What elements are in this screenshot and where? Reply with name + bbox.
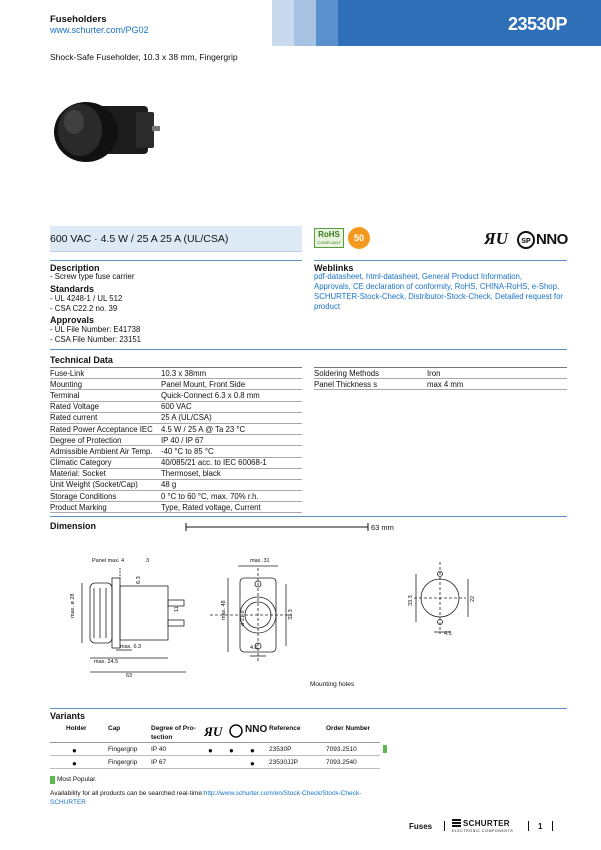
section-line [50,349,567,350]
dimension-heading: Dimension [50,521,97,531]
tech-value: Quick-Connect 6.3 x 0.8 mm [161,390,302,401]
tech-value: 10.3 x 38mm [161,368,302,379]
tech-row [50,457,302,468]
tech-label: Terminal [50,390,161,401]
tech-row [50,435,302,446]
variant-ip: IP 40 [151,746,167,753]
tech-value: IP 40 / IP 67 [161,435,302,446]
section-line [50,260,302,261]
tech-table-right [314,367,567,390]
standards-item: - CSA C22.2 no. 39 [50,304,118,313]
fifty-year-badge: 50 [348,227,370,249]
scale-bar [185,522,375,532]
tech-row [50,468,302,479]
tech-row [50,401,302,412]
variants-header-row: Holder Cap Degree of Pro- tection ЯU NNO Reference Order Number [50,721,380,743]
tech-value: Iron [427,368,567,379]
product-subtitle: Shock-Safe Fuseholder, 10.3 x 38 mm, Fingergrip [50,52,238,62]
tech-value: max 4 mm [427,379,567,390]
tech-value: Panel Mount, Front Side [161,379,302,390]
availability-link[interactable]: http://www.schurter.com/en/Stock-Check/Stock-Check- [203,790,362,797]
weblink-line[interactable]: pdf-datasheet, html-datasheet, General Product Information, [314,272,523,281]
part-number: 23530P [507,14,567,34]
popular-marker [50,776,55,784]
tech-row [50,379,302,390]
tech-row [50,368,302,379]
section-line [50,516,567,517]
tech-row [50,390,302,401]
schurter-logo-icon [452,819,461,828]
section-line [314,260,567,261]
tech-label: Rated current [50,412,161,423]
weblink-line[interactable]: Approvals, CE declaration of conformity, RoHS, CHINA-RoHS, e-Shop, [314,282,560,291]
svg-text:33.3: 33.3 [408,595,414,606]
variant-csa: ● [229,746,234,755]
variant-cap: Fingergrip [108,759,138,766]
tech-row [50,479,302,490]
tech-label: Rated Power Acceptance IEC [50,423,161,434]
section-line [50,708,567,709]
rohs-badge: RoHS COMPLIANT [314,228,344,248]
variant-nno: ● [250,746,255,755]
svg-text:6.3: 6.3 [136,576,142,584]
footer-brand-sub: ELECTRONIC COMPONENTS [452,829,514,833]
svg-text:max. ø 28: max. ø 28 [70,593,76,618]
approvals-item: - UL File Number: E41738 [50,325,141,334]
tech-label: Admissible Ambient Air Temp. [50,446,161,457]
tech-value: Type, Rated voltage, Current [161,502,302,513]
svg-text:ЯU: ЯU [204,724,223,738]
tech-label: Material: Socket [50,468,161,479]
tech-row [50,491,302,502]
popular-marker [383,745,387,753]
tech-value: 25 A (UL/CSA) [161,412,302,423]
tech-value: -40 °C to 85 °C [161,446,302,457]
rating-box [50,226,302,252]
variant-ref: 23530JJP [269,759,298,766]
description-item: - Screw type fuse carrier [50,272,135,281]
header-url[interactable]: www.schurter.com/PG02 [50,25,149,35]
tech-row [50,502,302,513]
variant-holder: ● [72,759,77,768]
rating-text: 600 VAC · 4.5 W / 25 A 25 A (UL/CSA) [50,233,229,245]
page-number: 1 [538,822,543,831]
tech-label: Storage Conditions [50,491,161,502]
tech-table-left [50,367,302,513]
approvals-heading: Approvals [50,315,95,325]
tech-label: Climatic Category [50,457,161,468]
footer-section: Fuses [409,822,433,831]
svg-text:max. 6.3: max. 6.3 [120,644,142,650]
variant-order: 7093.2510 [326,746,357,753]
svg-text:max. 24.5: max. 24.5 [94,659,119,665]
technical-data-heading: Technical Data [50,355,113,365]
tech-value: Thermoset, black [161,468,302,479]
tech-label: Product Marking [50,502,161,513]
tech-row [50,412,302,423]
svg-text:SP: SP [521,238,531,245]
weblinks-heading: Weblinks [314,263,354,273]
tech-label: Soldering Methods [314,368,427,379]
dimension-drawing [60,548,560,698]
description-heading: Description [50,263,100,273]
weblink-line[interactable]: product [314,302,341,311]
weblink-line[interactable]: SCHURTER-Stock-Check, Distributor-Stock-Check, Detailed request for [314,292,563,301]
nno-mark: NNO [536,231,568,248]
footer-divider [552,821,553,831]
svg-text:ЯU: ЯU [484,230,508,248]
tech-row [314,368,567,379]
svg-text:max. 31: max. 31 [250,558,270,564]
svg-text:4.5: 4.5 [444,631,452,637]
standards-heading: Standards [50,284,95,294]
availability-note: Availability for all products can be searched real-time:http://www.schurter.com/en/Stock-Check/Stock-Check- [50,790,362,797]
tech-value: 4.5 W / 25 A @ Ta 23 °C [161,423,302,434]
tech-value: 0 °C to 60 °C, max. 70% r.h. [161,491,302,502]
variant-ul: ● [208,746,213,755]
variant-ref: 23530P [269,746,292,753]
variant-cap: Fingergrip [108,746,138,753]
variant-row [50,756,380,769]
svg-text:Panel max. 4: Panel max. 4 [92,558,125,564]
variants-heading: Variants [50,711,86,721]
svg-text:11: 11 [174,606,180,612]
ul-mark-icon [484,230,518,248]
availability-link-cont[interactable]: SCHURTER [50,799,86,806]
tech-row [50,423,302,434]
mounting-holes-label: Mounting holes [310,681,355,688]
footer-divider [528,821,529,831]
svg-text:63: 63 [126,673,133,679]
variant-nno: ● [250,759,255,768]
scale-label: 63 mm [371,523,394,532]
tech-label: Mounting [50,379,161,390]
tech-value: 600 VAC [161,401,302,412]
tech-value: 40/085/21 acc. to IEC 60068-1 [161,457,302,468]
tech-label: Fuse-Link [50,368,161,379]
product-photo [52,92,162,172]
csa-mark-icon [517,231,535,249]
footer-divider [444,821,445,831]
tech-row [314,379,567,390]
svg-text:33.3: 33.3 [288,609,294,620]
most-popular-note: Most Popular. [57,776,97,783]
tech-label: Panel Thickness s [314,379,427,390]
tech-label: Degree of Protection [50,435,161,446]
svg-text:22: 22 [470,595,476,602]
tech-value: 48 g [161,479,302,490]
tech-label: Rated Voltage [50,401,161,412]
svg-text:3: 3 [146,558,150,564]
tech-label: Unit Weight (Socket/Cap) [50,479,161,490]
svg-text:ø 21.8: ø 21.8 [240,610,246,626]
approvals-item: - CSA File Number: 23151 [50,335,142,344]
svg-text:4.5: 4.5 [250,645,258,651]
variant-order: 7093.2540 [326,759,357,766]
footer-brand: SCHURTER [463,819,510,828]
variant-row [50,743,380,756]
standards-item: - UL 4248-1 / UL 512 [50,294,123,303]
svg-text:max. 48: max. 48 [221,600,227,620]
variant-holder: ● [72,746,77,755]
variant-ip: IP 67 [151,759,167,766]
header-title: Fuseholders [50,14,107,25]
tech-row [50,446,302,457]
